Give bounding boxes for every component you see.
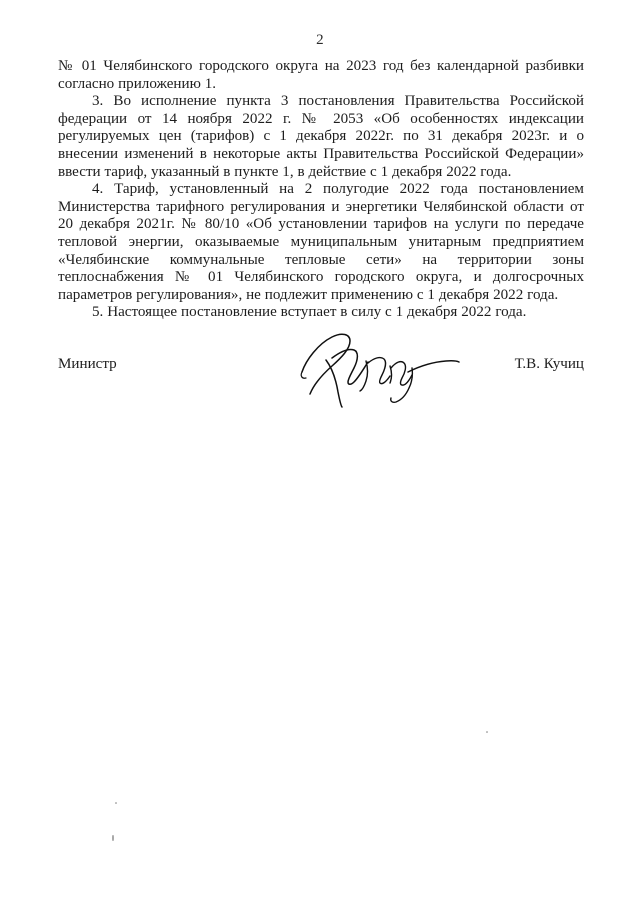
scan-speck [112,835,114,841]
scan-speck [486,731,488,733]
paragraph-item-4: 4. Тариф, установленный на 2 полугодие 2022 года постановлением Министерства тарифного регулирования и энергетики Челябинской области от 20 декабря 2021г. № 80/10 «Об установлении тарифов на услуги по передаче тепловой энергии, оказываемые муниципальным унитарным предприятием «Челябинские коммунальные тепловые сети» на территории зоны теплоснабжения № 01 Челябинского городского округа, и долгосрочных параметров регулирования», не подлежит применению с 1 декабря 2022 года. [58,181,584,303]
scan-speck [115,802,117,804]
page-number: 2 [316,32,324,48]
document-body [58,58,584,322]
signer-name: Т.В. Кучиц [514,356,584,372]
signer-role: Министр [58,356,117,372]
paragraph-item-3: 3. Во исполнение пункта 3 постановления Правительства Российской федерации от 14 ноября 2022 г. № 2053 «Об особенностях индексации регулируемых цен (тарифов) с 1 декабря 2022г. по 31 декабря 2023г. и о внесении изменений в некоторые акты Правительства Российской Федерации» ввести тариф, указанный в пункте 1, в действие с 1 декабря 2022 года. [58,93,584,180]
paragraph-item-5: 5. Настоящее постановление вступает в силу с 1 декабря 2022 года. [92,304,527,321]
signature-block [58,355,584,379]
paragraph-continuation: № 01 Челябинского городского округа на 2023 год без календарной разбивки согласно приложению 1. [58,58,584,92]
